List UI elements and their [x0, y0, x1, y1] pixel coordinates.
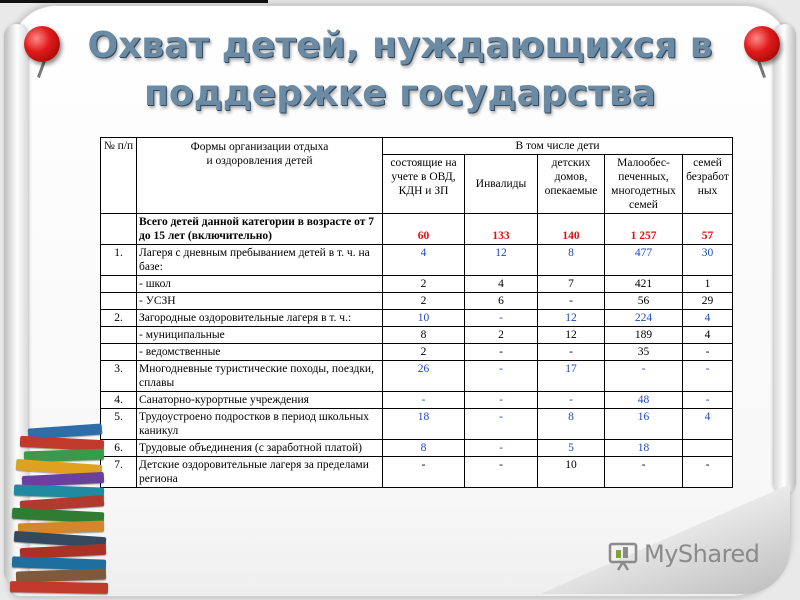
row-value: - — [605, 457, 683, 488]
row-value: 4 — [683, 409, 733, 440]
row-number: 3. — [101, 361, 137, 392]
row-value: - — [465, 344, 538, 361]
row-label: Детские оздоровительные лагеря за пределами региона — [137, 457, 383, 488]
table-row — [101, 327, 733, 344]
header-col-orphans: детских домов, опекаемые — [538, 155, 605, 214]
header-col-unemployed: семей безработ ных — [683, 155, 733, 214]
row-value: 48 — [605, 392, 683, 409]
total-row — [101, 214, 733, 245]
red-pushpin-icon — [738, 20, 786, 68]
row-value: 17 — [538, 361, 605, 392]
header-row — [101, 138, 733, 155]
coverage-table — [100, 137, 733, 488]
row-number — [101, 293, 137, 310]
row-number — [101, 327, 137, 344]
row-value: 2 — [465, 327, 538, 344]
row-value: - — [683, 361, 733, 392]
stack-of-books-icon — [6, 420, 116, 595]
total-value: 1 257 — [605, 214, 683, 245]
row-value: - — [465, 457, 538, 488]
header-col-ovd: состоящие на учете в ОВД, КДН и ЗП — [383, 155, 465, 214]
row-value: 56 — [605, 293, 683, 310]
row-value: 4 — [683, 327, 733, 344]
row-value: - — [383, 392, 465, 409]
row-label: - ведомственные — [137, 344, 383, 361]
row-value: 6 — [465, 293, 538, 310]
row-label: Санаторно-курортные учреждения — [137, 392, 383, 409]
row-value: - — [465, 392, 538, 409]
row-value: 7 — [538, 276, 605, 293]
header-group: В том числе дети — [383, 138, 733, 155]
row-number: 1. — [101, 245, 137, 276]
table-row — [101, 440, 733, 457]
top-edge-bar — [0, 0, 268, 3]
logo-text: MyShared — [644, 540, 760, 568]
row-number: 6. — [101, 440, 137, 457]
row-value: 2 — [383, 293, 465, 310]
myshared-logo — [608, 538, 768, 572]
row-value: 18 — [383, 409, 465, 440]
row-value: 421 — [605, 276, 683, 293]
red-pushpin-icon — [18, 20, 66, 68]
total-label: Всего детей данной категории в возрасте от 7 до 15 лет (включительно) — [137, 214, 383, 245]
table-body — [101, 214, 733, 488]
header-num: № п/п — [101, 138, 137, 214]
total-value: 140 — [538, 214, 605, 245]
table-row — [101, 409, 733, 440]
row-value: - — [465, 361, 538, 392]
header-forms: Формы организации отдыха и оздоровления детей — [137, 138, 383, 214]
total-value: 60 — [383, 214, 465, 245]
row-value: 10 — [538, 457, 605, 488]
row-value: - — [465, 409, 538, 440]
total-value: 57 — [683, 214, 733, 245]
row-value: 18 — [605, 440, 683, 457]
row-value: 8 — [383, 327, 465, 344]
row-value: - — [538, 392, 605, 409]
right-scroll-roll — [774, 24, 796, 494]
table-row — [101, 245, 733, 276]
row-value — [683, 440, 733, 457]
row-value: 10 — [383, 310, 465, 327]
row-value: 5 — [538, 440, 605, 457]
row-label: Многодневные туристические походы, поездки, сплавы — [137, 361, 383, 392]
header-col-lowincome: Малообес-печенных, многодетных семей — [605, 155, 683, 214]
row-value: 30 — [683, 245, 733, 276]
table-row — [101, 361, 733, 392]
row-label: Трудоустроено подростков в период школьных каникул — [137, 409, 383, 440]
row-label: Загородные оздоровительные лагеря в т. ч.: — [137, 310, 383, 327]
row-value: 2 — [383, 344, 465, 361]
table-row — [101, 457, 733, 488]
row-number: 4. — [101, 392, 137, 409]
table-row — [101, 344, 733, 361]
row-value: 4 — [465, 276, 538, 293]
row-value: 477 — [605, 245, 683, 276]
table-row — [101, 392, 733, 409]
row-value: 35 — [605, 344, 683, 361]
row-number: 7. — [101, 457, 137, 488]
row-value: - — [683, 457, 733, 488]
row-value: - — [683, 392, 733, 409]
total-num-cell — [101, 214, 137, 245]
row-label: - школ — [137, 276, 383, 293]
row-value: 4 — [683, 310, 733, 327]
row-value: 224 — [605, 310, 683, 327]
row-value: 29 — [683, 293, 733, 310]
row-value: 189 — [605, 327, 683, 344]
row-value: 26 — [383, 361, 465, 392]
row-number: 5. — [101, 409, 137, 440]
row-value: - — [538, 344, 605, 361]
table-row — [101, 293, 733, 310]
row-value: - — [605, 361, 683, 392]
row-value: - — [683, 344, 733, 361]
presentation-board-icon — [608, 540, 640, 572]
row-number — [101, 344, 137, 361]
header-col-disabled: Инвалиды — [465, 155, 538, 214]
row-label: Трудовые объединения (с заработной платой) — [137, 440, 383, 457]
row-number — [101, 276, 137, 293]
row-label: - УСЗН — [137, 293, 383, 310]
row-value: 12 — [538, 327, 605, 344]
table-row — [101, 310, 733, 327]
row-value: 8 — [383, 440, 465, 457]
row-value: - — [538, 293, 605, 310]
row-value: - — [383, 457, 465, 488]
row-value: 16 — [605, 409, 683, 440]
row-value: - — [465, 310, 538, 327]
row-value: 8 — [538, 409, 605, 440]
row-label: Лагеря с дневным пребыванием детей в т. ч. на базе: — [137, 245, 383, 276]
row-value: 12 — [465, 245, 538, 276]
row-value: 2 — [383, 276, 465, 293]
row-value: - — [465, 440, 538, 457]
row-label: - муниципальные — [137, 327, 383, 344]
total-value: 133 — [465, 214, 538, 245]
row-number: 2. — [101, 310, 137, 327]
row-value: 4 — [383, 245, 465, 276]
row-value: 12 — [538, 310, 605, 327]
row-value: 8 — [538, 245, 605, 276]
table-row — [101, 276, 733, 293]
slide-title: Охват детей, нуждающихся в поддержке государства — [87, 25, 713, 114]
row-value: 1 — [683, 276, 733, 293]
